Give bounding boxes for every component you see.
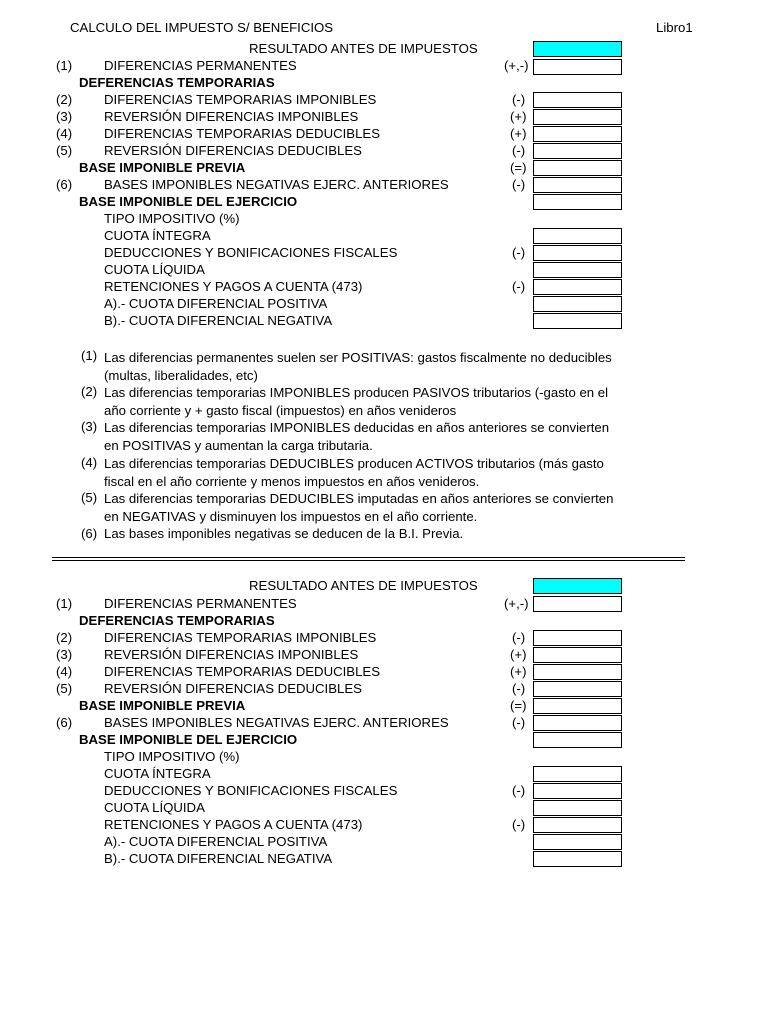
row-num: (6)	[56, 177, 73, 192]
page-title: CALCULO DEL IMPUESTO S/ BENEFICIOS	[70, 20, 334, 35]
input-cell[interactable]	[533, 732, 622, 748]
resultado-label: RESULTADO ANTES DE IMPUESTOS	[249, 41, 478, 56]
note-number: (3)	[81, 419, 98, 434]
input-cell[interactable]	[533, 817, 622, 833]
row-label: CUOTA LÍQUIDA	[104, 800, 205, 815]
input-cell[interactable]	[533, 766, 622, 782]
row-sign: (+,-)	[504, 596, 529, 611]
input-cell[interactable]	[533, 630, 622, 646]
row-num: (3)	[56, 647, 73, 662]
note-number: (4)	[81, 455, 98, 470]
row-label: TIPO IMPOSITIVO (%)	[104, 749, 240, 764]
input-cell[interactable]	[533, 59, 622, 75]
row-num: (1)	[56, 58, 73, 73]
row-label: DIFERENCIAS PERMANENTES	[104, 58, 297, 73]
row-sign: (=)	[510, 160, 527, 175]
row-label: REVERSIÓN DIFERENCIAS DEDUCIBLES	[104, 681, 362, 696]
row-sign: (+)	[510, 647, 527, 662]
row-label: BASES IMPONIBLES NEGATIVAS EJERC. ANTERIORES	[104, 715, 449, 730]
input-cell[interactable]	[533, 245, 622, 261]
input-cell[interactable]	[533, 681, 622, 697]
row-label: DIFERENCIAS TEMPORARIAS DEDUCIBLES	[104, 664, 381, 679]
input-cell[interactable]	[533, 698, 622, 714]
note-number: (6)	[81, 526, 98, 541]
row-label: REVERSIÓN DIFERENCIAS IMPONIBLES	[104, 109, 359, 124]
row-label: A).- CUOTA DIFERENCIAL POSITIVA	[104, 296, 328, 311]
row-label: CUOTA ÍNTEGRA	[104, 766, 211, 781]
resultado-input-cell[interactable]	[533, 41, 622, 57]
row-num: (3)	[56, 109, 73, 124]
note-number: (1)	[81, 348, 98, 363]
row-label: DIFERENCIAS TEMPORARIAS IMPONIBLES	[104, 92, 377, 107]
row-num: (4)	[56, 126, 73, 141]
row-label: RETENCIONES Y PAGOS A CUENTA (473)	[104, 817, 363, 832]
base-imponible-ejercicio-label: BASE IMPONIBLE DEL EJERCICIO	[79, 732, 298, 747]
input-cell[interactable]	[533, 596, 622, 612]
row-sign: (=)	[510, 698, 527, 713]
row-sign: (-)	[512, 630, 526, 645]
row-num: (2)	[56, 92, 73, 107]
note-text: Las diferencias temporarias DEDUCIBLES producen ACTIVOS tributarios (más gasto fiscal en el año corriente y menos impuestos en años venideros.	[104, 456, 604, 489]
row-label: DEDUCCIONES Y BONIFICACIONES FISCALES	[104, 245, 398, 260]
row-label: REVERSIÓN DIFERENCIAS IMPONIBLES	[104, 647, 359, 662]
input-cell[interactable]	[533, 92, 622, 108]
row-sign: (-)	[512, 817, 526, 832]
row-sign: (-)	[512, 681, 526, 696]
input-cell[interactable]	[533, 262, 622, 278]
input-cell[interactable]	[533, 143, 622, 159]
resultado-label: RESULTADO ANTES DE IMPUESTOS	[249, 578, 478, 593]
row-label: DIFERENCIAS TEMPORARIAS IMPONIBLES	[104, 630, 377, 645]
row-label: DIFERENCIAS PERMANENTES	[104, 596, 297, 611]
row-sign: (-)	[512, 245, 526, 260]
row-num: (1)	[56, 596, 73, 611]
row-sign: (-)	[512, 177, 526, 192]
input-cell[interactable]	[533, 851, 622, 867]
row-sign: (+)	[510, 109, 527, 124]
base-imponible-ejercicio-label: BASE IMPONIBLE DEL EJERCICIO	[79, 194, 298, 209]
note-text: Las bases imponibles negativas se deducen de la B.I. Previa.	[104, 526, 464, 541]
row-label: TIPO IMPOSITIVO (%)	[104, 211, 240, 226]
base-imponible-previa-label: BASE IMPONIBLE PREVIA	[79, 160, 246, 175]
note-text: Las diferencias permanentes suelen ser POSITIVAS: gastos fiscalmente no deducibles (multas, liberalidades, etc)	[104, 350, 612, 383]
base-imponible-previa-label: BASE IMPONIBLE PREVIA	[79, 698, 246, 713]
row-label: A).- CUOTA DIFERENCIAL POSITIVA	[104, 834, 328, 849]
input-cell[interactable]	[533, 296, 622, 312]
row-sign: (-)	[512, 715, 526, 730]
row-sign: (-)	[512, 279, 526, 294]
row-sign: (-)	[512, 92, 526, 107]
row-num: (4)	[56, 664, 73, 679]
note-number: (2)	[81, 384, 98, 399]
row-num: (6)	[56, 715, 73, 730]
row-label: CUOTA LÍQUIDA	[104, 262, 205, 277]
section-heading: DEFERENCIAS TEMPORARIAS	[79, 75, 275, 90]
note-text: Las diferencias temporarias IMPONIBLES deducidas en años anteriores se convierten en POSITIVAS y aumentan la carga tributaria.	[104, 420, 610, 453]
note-text: Las diferencias temporarias DEDUCIBLES imputadas en años anteriores se convierten en NEGATIVAS y disminuyen los impuestos en el año corriente.	[104, 491, 614, 524]
row-num: (5)	[56, 143, 73, 158]
input-cell[interactable]	[533, 228, 622, 244]
sheet-name: Libro1	[656, 20, 693, 35]
input-cell[interactable]	[533, 194, 622, 210]
row-label: CUOTA ÍNTEGRA	[104, 228, 211, 243]
row-num: (2)	[56, 630, 73, 645]
row-label: RETENCIONES Y PAGOS A CUENTA (473)	[104, 279, 363, 294]
input-cell[interactable]	[533, 647, 622, 663]
input-cell[interactable]	[533, 109, 622, 125]
row-label: B).- CUOTA DIFERENCIAL NEGATIVA	[104, 313, 333, 328]
note-text: Las diferencias temporarias IMPONIBLES producen PASIVOS tributarios (-gasto en el año corriente y + gasto fiscal (impuestos) en años venideros	[104, 385, 609, 418]
row-num: (5)	[56, 681, 73, 696]
row-sign: (+)	[510, 664, 527, 679]
input-cell[interactable]	[533, 177, 622, 193]
input-cell[interactable]	[533, 313, 622, 329]
double-separator-line-bottom	[52, 560, 685, 561]
row-sign: (+)	[510, 126, 527, 141]
row-sign: (-)	[512, 143, 526, 158]
row-label: DEDUCCIONES Y BONIFICACIONES FISCALES	[104, 783, 398, 798]
section-heading: DEFERENCIAS TEMPORARIAS	[79, 613, 275, 628]
row-sign: (+,-)	[504, 58, 529, 73]
input-cell[interactable]	[533, 126, 622, 142]
row-label: BASES IMPONIBLES NEGATIVAS EJERC. ANTERIORES	[104, 177, 449, 192]
input-cell[interactable]	[533, 160, 622, 176]
row-label: DIFERENCIAS TEMPORARIAS DEDUCIBLES	[104, 126, 381, 141]
input-cell[interactable]	[533, 834, 622, 850]
input-cell[interactable]	[533, 800, 622, 816]
resultado-input-cell[interactable]	[533, 578, 622, 594]
row-label: REVERSIÓN DIFERENCIAS DEDUCIBLES	[104, 143, 362, 158]
input-cell[interactable]	[533, 715, 622, 731]
row-label: B).- CUOTA DIFERENCIAL NEGATIVA	[104, 851, 333, 866]
double-separator-line-top	[52, 557, 685, 558]
note-number: (5)	[81, 490, 98, 505]
input-cell[interactable]	[533, 279, 622, 295]
row-sign: (-)	[512, 783, 526, 798]
input-cell[interactable]	[533, 783, 622, 799]
input-cell[interactable]	[533, 664, 622, 680]
